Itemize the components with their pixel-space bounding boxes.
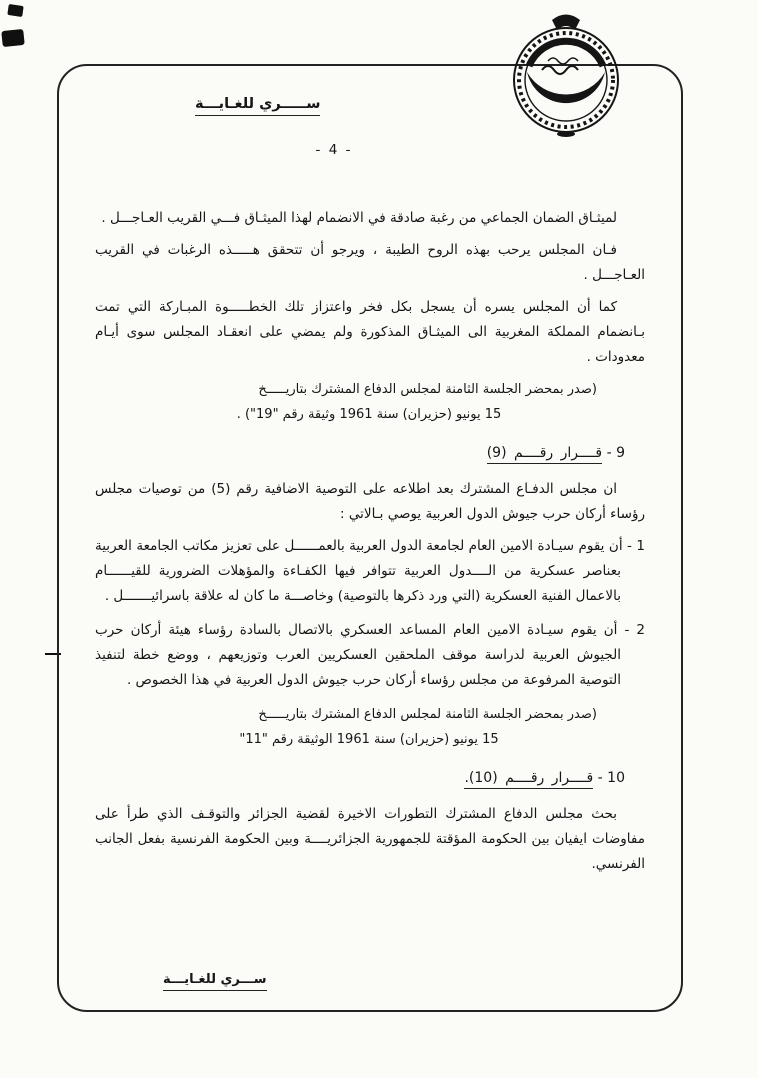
- note-line: (صدر بمحضر الجلسة الثامنة لمجلس الدفاع المشترك بتاريـــــخ: [258, 707, 597, 722]
- note-line: (صدر بمحضر الجلسة الثامنة لمجلس الدفاع المشترك بتاريـــــخ: [258, 382, 597, 397]
- scan-artifact: [1, 29, 25, 47]
- decision-9-intro: ان مجلس الدفـاع المشترك بعد اطلاعه على التوصية الاضافية رقم (5) من توصيات مجلس رؤساء أركان حرب جيوش الدول العربية يوصي بـالاتي :: [95, 481, 645, 522]
- calligraphy-mark: [548, 58, 578, 64]
- page-number: - 4 -: [315, 142, 353, 158]
- decision-number: 9 -: [606, 445, 625, 461]
- scan-artifact: [7, 4, 23, 17]
- arab-league-emblem: [506, 6, 626, 138]
- paragraph-covenant: لميثـاق الضمان الجماعي من رغبة صادقة في الانضمام لهذا الميثـاق فـــي القريب العـاجـــل .: [101, 210, 617, 226]
- paragraph-morocco: كما أن المجلس يسره أن يسجل بكل فخر واعتزاز تلك الخطـــــوة المبـاركة التي تمت بـانضمام المملكة المغربية الى الميثـاق المذكورة ولم يمضي على انعقـاد المجلس سوى أيـام معدودات .: [95, 299, 645, 365]
- calligraphy-mark: [542, 66, 578, 74]
- decision-title: قــــرار رقــــم (10).: [464, 770, 593, 789]
- session-note-2: [123, 702, 615, 752]
- decision-9-heading: [95, 441, 645, 466]
- session-note-1: [123, 377, 615, 427]
- decision-9-item-2: 2 - أن يقوم سيـادة الامين العام المساعد العسكري بالاتصال بالسادة رؤساء هيئة أركان حرب الجيوش العربية لدراسة موقف الملحقين العسكريين العرب وتوزيعهم ، ووضع خطة لتنفيذ التوصية المرفوعة من مجلس رؤساء أركان حرب جيوش الدول العربية في هذا الخصوص .: [95, 622, 645, 688]
- decision-10-para: بحث مجلس الدفاع المشترك التطورات الاخيرة لقضية الجزائر والتوقـف الذي طرأ على مفاوضات ايفيان بين الحكومة المؤقتة للجمهورية الجزائريــــة وبين الحكومة الفرنسية بفعل الجانب الفرنسي.: [95, 806, 645, 872]
- paragraph-welcome: فـان المجلس يرحب بهذه الروح الطيبة ، ويرجو أن تتحقق هـــــذه الرغبات في القريب العـاجـــل .: [95, 242, 645, 283]
- note-line: 15 يونيو (حزيران) سنة 1961 الوثيقة رقم "11": [239, 732, 499, 747]
- crescent-icon: [527, 72, 605, 103]
- decision-number: 10 -: [597, 770, 625, 786]
- decision-9-item-1: 1 - أن يقوم سيـادة الامين العام لجامعة الدول العربية بالعمــــــل على تعزيز مكاتب الجامعة العربية بعناصر عسكرية من الــــدول العربية تتوافر فيها الكفـاءة والمؤهلات الضرورية للقيــــــام بالاعمال الفنية العسكرية (التي ورد ذكرها بالتوصية) وخاصـــة ما كان له علاقة باسرائيـــــــل .: [95, 538, 645, 604]
- decision-10-heading: [95, 766, 645, 791]
- classification-footer: ســـري للغـايـــة: [163, 972, 267, 991]
- page-border: [57, 64, 683, 1012]
- note-line: 15 يونيو (حزيران) سنة 1961 وثيقة رقم "19") .: [236, 407, 502, 422]
- document-body: [95, 206, 645, 884]
- classification-header: ســـــري للغـايـــة: [195, 96, 320, 116]
- decision-title: قــــرار رقــــم (9): [487, 445, 602, 464]
